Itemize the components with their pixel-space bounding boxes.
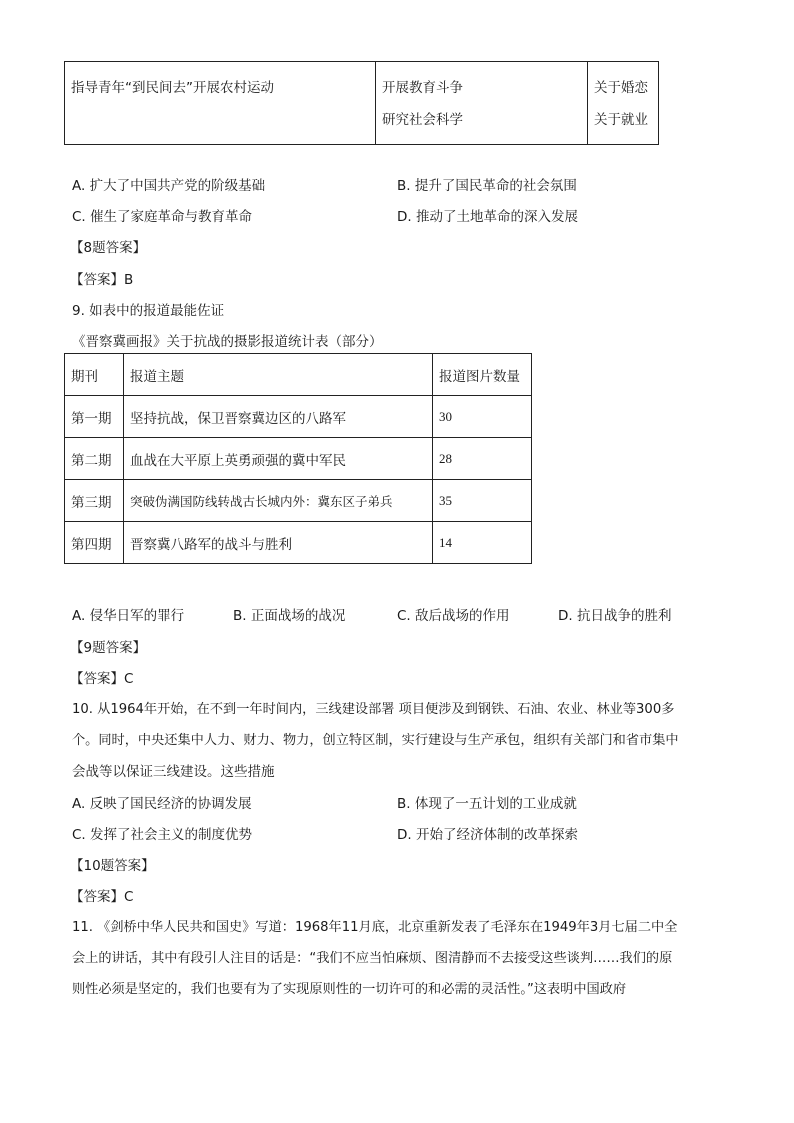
table-cell: 第二期 (65, 438, 124, 480)
table-header-cell: 期刊 (65, 354, 124, 396)
q8-answer: 【答案】B (70, 272, 134, 288)
q10-stem-line: 个。同时，中央还集中人力、财力、物力，创立特区制，实行建设与生产承包，组织有关部门和省市集中 (72, 733, 679, 748)
cell-text: 关于婚恋 (594, 80, 648, 96)
q11-stem-line: 11. 《剑桥中华人民共和国史》写道：1968年11月底，北京重新发表了毛泽东在1949年3月七届二中全 (72, 920, 678, 935)
table-cell: 30 (433, 396, 532, 438)
q10-stem-line: 会战等以保证三线建设。这些措施 (72, 764, 275, 780)
q10-answer-header: 【10题答案】 (70, 858, 155, 874)
q11-stem-line: 则性必须是坚定的，我们也要有为了实现原则性的一切许可的和必需的灵活性。”这表明中国政府 (72, 982, 627, 997)
q10-answer: 【答案】C (70, 889, 134, 905)
cell-text: 研究社会科学 (382, 112, 463, 128)
q10-option-a: A. 反映了国民经济的协调发展 (72, 796, 252, 812)
q9-answer: 【答案】C (70, 671, 134, 687)
q9-stem: 9. 如表中的报道最能佐证 (72, 303, 225, 319)
q9-option-c: C. 敌后战场的作用 (397, 608, 510, 624)
q9-option-a: A. 侵华日军的罪行 (72, 608, 185, 624)
table-cell: 35 (433, 480, 532, 522)
top-table (64, 61, 659, 145)
q10-option-b: B. 体现了一五计划的工业成就 (397, 796, 577, 812)
q9-option-b: B. 正面战场的战况 (233, 608, 346, 624)
q9-option-d: D. 抗日战争的胜利 (558, 608, 672, 624)
table-cell: 血战在大平原上英勇顽强的冀中军民 (124, 438, 433, 480)
table-cell (376, 62, 588, 145)
table-row (65, 480, 532, 522)
table-cell (65, 62, 376, 145)
table-cell: 第四期 (65, 522, 124, 564)
table-header-cell: 报道图片数量 (433, 354, 532, 396)
cell-text: 指导青年“到民间去”开展农村运动 (71, 80, 274, 96)
table-row (65, 522, 532, 564)
q10-option-c: C. 发挥了社会主义的制度优势 (72, 827, 253, 843)
q8-option-d: D. 推动了土地革命的深入发展 (397, 209, 578, 225)
table-cell: 28 (433, 438, 532, 480)
table-header-row (65, 354, 532, 396)
q8-answer-header: 【8题答案】 (70, 240, 147, 256)
table-row (65, 62, 659, 145)
table-cell: 第三期 (65, 480, 124, 522)
q8-option-b: B. 提升了国民革命的社会氛围 (397, 178, 577, 194)
q9-table-caption: 《晋察冀画报》关于抗战的摄影报道统计表（部分） (72, 334, 383, 350)
table-row (65, 438, 532, 480)
q9-table (64, 353, 532, 564)
table-row (65, 396, 532, 438)
q9-answer-header: 【9题答案】 (70, 640, 147, 656)
q10-option-d: D. 开始了经济体制的改革探索 (397, 827, 578, 843)
q8-option-a: A. 扩大了中国共产党的阶级基础 (72, 178, 266, 194)
table-cell: 坚持抗战，保卫晋察冀边区的八路军 (124, 396, 433, 438)
q10-stem-line: 10. 从1964年开始，在不到一年时间内，三线建设部署 项目便涉及到钢铁、石油、农业、林业等300多 (72, 702, 675, 717)
q11-stem-line: 会上的讲话，其中有段引人注目的话是：“我们不应当怕麻烦、图清静而不去接受这些谈判……我们的原 (72, 951, 673, 966)
q8-option-c: C. 催生了家庭革命与教育革命 (72, 209, 253, 225)
table-header-cell: 报道主题 (124, 354, 433, 396)
cell-text: 开展教育斗争 (382, 80, 463, 96)
table-cell: 晋察冀八路军的战斗与胜利 (124, 522, 433, 564)
table-cell (588, 62, 659, 145)
table-cell: 第一期 (65, 396, 124, 438)
table-cell: 突破伪满国防线转战古长城内外：冀东区子弟兵 (124, 480, 433, 522)
cell-text: 关于就业 (594, 112, 648, 128)
table-cell: 14 (433, 522, 532, 564)
